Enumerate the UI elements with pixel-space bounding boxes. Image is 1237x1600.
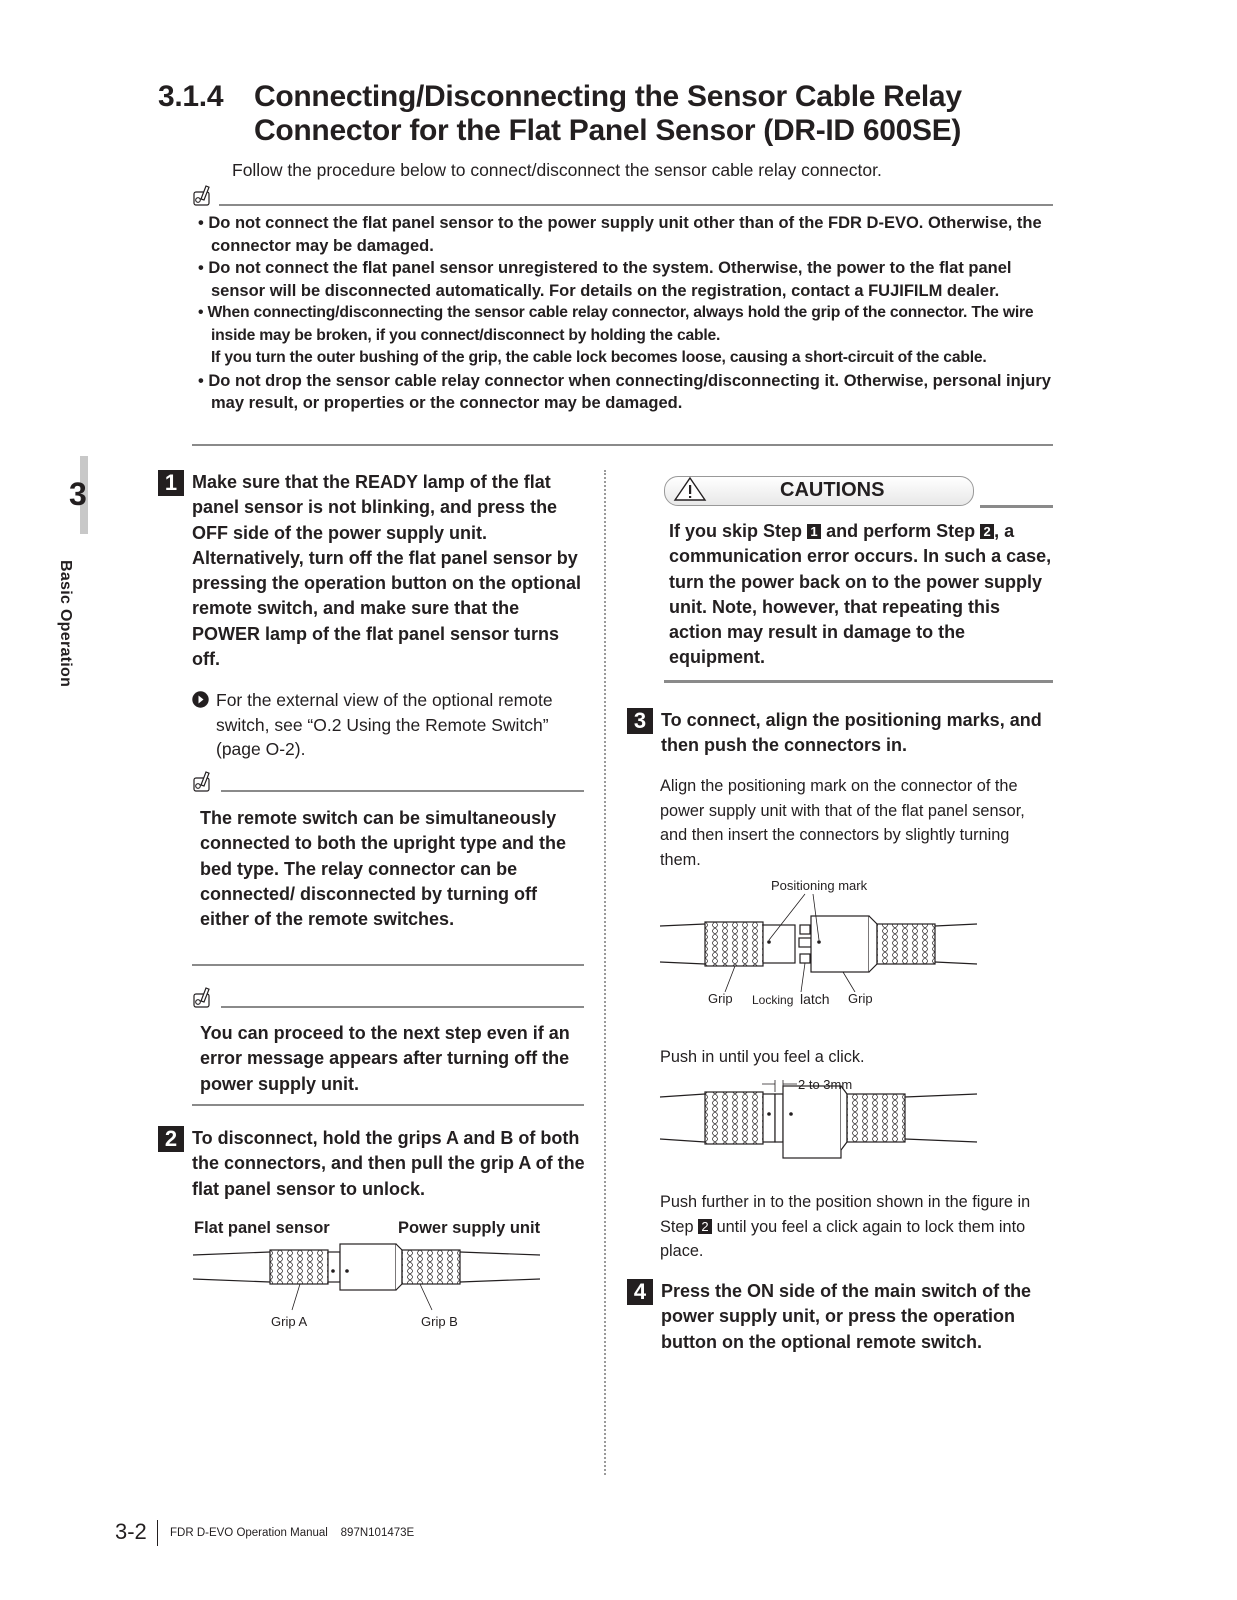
gap-label: 2 to 3mm	[798, 1077, 853, 1092]
footer-divider	[157, 1520, 158, 1546]
step-1	[158, 470, 588, 672]
column-divider	[604, 470, 606, 1475]
cautions-title: CAUTIONS	[780, 479, 885, 501]
footer-manual	[170, 1527, 414, 1539]
note-subitem: If you turn the outer bushing of the grip, the cable lock becomes loose, causing a short-circuit of the cable.	[211, 349, 987, 366]
title-line-2: Connector for the Flat Panel Sensor (DR-ID 600SE)	[254, 114, 962, 147]
manual-title: FDR D-EVO Operation Manual	[170, 1527, 328, 1539]
push-further-part: Push further in to the position shown in the figure in Step	[660, 1193, 1031, 1236]
push-further-text	[660, 1190, 1052, 1264]
step-number-badge: 1	[158, 470, 184, 496]
memo-pencil-icon	[193, 770, 211, 792]
reference-arrow-icon	[192, 691, 209, 708]
grip-left-label: Grip	[708, 991, 733, 1006]
grip-b-label: Grip B	[421, 1314, 458, 1329]
step-3-body: Align the positioning mark on the connector of the power supply unit with that of the flat panel sensor, and then insert the connectors by slightly turning them.	[660, 777, 1025, 869]
grip-a-label: Grip A	[271, 1314, 308, 1329]
section-title	[158, 80, 962, 148]
note-item: • When connecting/disconnecting the sensor cable relay connector, always hold the grip of the connector. The wire inside may be broken, if you connect/disconnect by holding the cable.	[198, 304, 1034, 344]
divider	[221, 790, 584, 792]
divider	[192, 1104, 584, 1106]
chapter-number: 3	[69, 476, 87, 512]
cautions-text-part: and perform Step	[826, 521, 976, 541]
cautions-text-part: If you skip Step	[669, 521, 803, 541]
section-number: 3.1.4	[158, 80, 224, 113]
divider	[664, 680, 1053, 683]
positioning-mark-label: Positioning mark	[771, 878, 868, 893]
reference-link[interactable]: For the external view of the optional remote switch, see “O.2 Using the Remote Switch” (page O-2).	[216, 690, 553, 759]
memo-text: You can proceed to the next step even if an error message appears after turning off the power supply unit.	[200, 1023, 570, 1094]
step-3	[627, 708, 1057, 759]
inline-step-2: 2	[698, 1219, 712, 1234]
step-2	[158, 1126, 588, 1202]
notes-list	[198, 212, 1058, 415]
page-number: 3-2	[115, 1519, 147, 1544]
connector-disconnect-diagram	[190, 1238, 550, 1318]
memo-text: The remote switch can be simultaneously connected to both the upright type and the bed type. The relay connector can be connected/ disconnected by turning off either of the remote switches.	[200, 808, 566, 930]
step-4	[627, 1279, 1057, 1355]
inline-step-2: 2	[980, 524, 994, 539]
intro-text: Follow the procedure below to connect/disconnect the sensor cable relay connector.	[232, 160, 882, 180]
figure-label-flat-panel: Flat panel sensor	[194, 1219, 330, 1237]
divider	[192, 964, 584, 966]
title-line-1: Connecting/Disconnecting the Sensor Cable Relay	[254, 80, 962, 113]
divider	[980, 505, 1053, 508]
step-text: To disconnect, hold the grips A and B of both the connectors, and then pull the grip A of the flat panel sensor to unlock.	[192, 1128, 585, 1199]
connector-alignment-diagram	[655, 892, 985, 992]
step-number-badge: 4	[627, 1279, 653, 1305]
step-number-badge: 3	[627, 708, 653, 734]
divider	[221, 1006, 584, 1008]
cautions-text	[669, 519, 1054, 671]
step-number-badge: 2	[158, 1126, 184, 1152]
grip-right-label: Grip	[848, 991, 873, 1006]
push-further-part: until you feel a click again to lock them into place.	[660, 1217, 1026, 1260]
step-text: Make sure that the READY lamp of the flat panel sensor is not blinking, and press the OFF side of the power supply unit. Alternatively, turn off the flat panel sensor by pressing the operation button on the optional remote switch, and make sure that the POWER lamp of the flat panel sensor turns off.	[192, 472, 581, 670]
divider	[192, 444, 1053, 446]
note-item: • Do not drop the sensor cable relay connector when connecting/disconnecting it. Otherwise, personal injury may result, or properties or the connector may be damaged.	[198, 371, 1051, 412]
push-text: Push in until you feel a click.	[660, 1048, 865, 1066]
step-text: To connect, align the positioning marks, and then push the connectors in.	[661, 710, 1042, 756]
inline-step-1: 1	[807, 524, 821, 539]
doc-code: 897N101473E	[340, 1527, 415, 1539]
warning-triangle-icon	[673, 476, 707, 502]
divider	[219, 204, 1053, 206]
cautions-text-part: , a communication error occurs. In such a case, turn the power back on to the power supply unit. Note, however, that repeating this action may result in damage to the equipment.	[669, 521, 1052, 668]
memo-pencil-icon	[193, 986, 211, 1008]
step-text: Press the ON side of the main switch of the power supply unit, or press the operation button on the optional remote switch.	[661, 1281, 1032, 1352]
note-item: • Do not connect the flat panel sensor unregistered to the system. Otherwise, the power to the flat panel sensor will be disconnected automatically. For details on the registration, contact a FUJIFILM dealer.	[198, 259, 1012, 300]
figure-label-power-supply: Power supply unit	[398, 1219, 541, 1237]
chapter-label: Basic Operation	[57, 560, 74, 688]
note-item: • Do not connect the flat panel sensor to the power supply unit other than of the FDR D-EVO. Otherwise, the connector may be damaged.	[198, 214, 1042, 255]
reference	[192, 688, 582, 762]
memo-pencil-icon	[193, 184, 211, 206]
locking-label: Locking	[752, 993, 794, 1007]
latch-label: latch	[800, 991, 830, 1007]
